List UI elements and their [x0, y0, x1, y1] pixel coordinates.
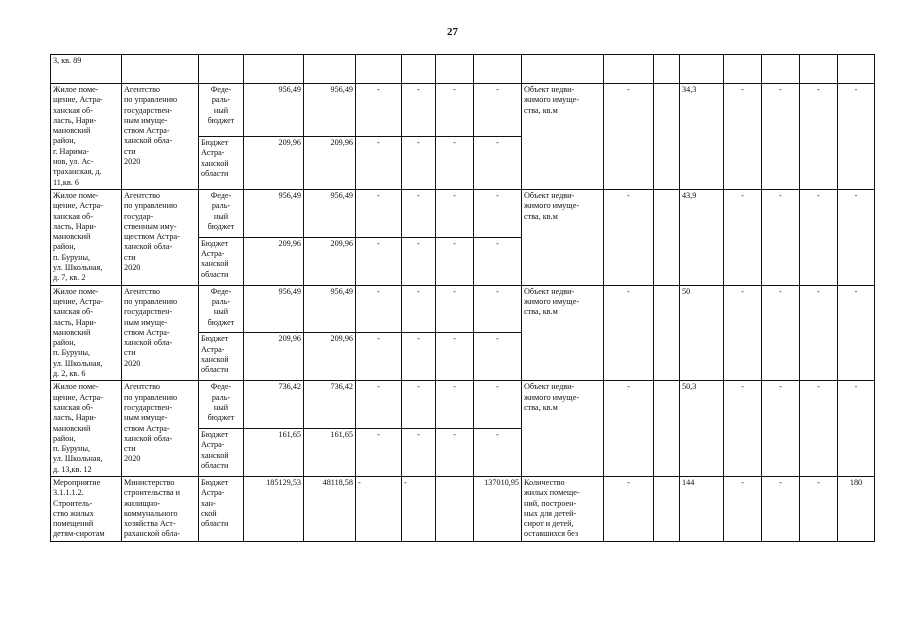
indicator-cell: Количество жилых помеще- ний, построен- ных для детей- сирот и детей, оставшихся без — [522, 476, 604, 541]
dash-cell: - — [436, 285, 474, 333]
dash-cell: - — [800, 476, 838, 541]
dash-cell: - — [800, 381, 838, 477]
table-cell — [724, 55, 762, 84]
dash-cell: - — [436, 429, 474, 477]
year-value-cell: 956,49 — [304, 189, 356, 237]
empty-cell — [654, 84, 680, 190]
table-cell — [762, 55, 800, 84]
name-cell: Мероприятие 3.1.1.1.2. Строитель- ство жилых помещений детям-сиротам — [51, 476, 122, 541]
dash-cell: - — [402, 136, 436, 189]
dash-cell: - — [474, 189, 522, 237]
total-cell: 209,96 — [244, 333, 304, 381]
table-cell — [474, 55, 522, 84]
dash-cell: - — [838, 285, 875, 381]
dash-cell: - — [800, 189, 838, 285]
dash-cell: - — [436, 237, 474, 285]
table-cell — [402, 55, 436, 84]
dash-cell: - — [436, 136, 474, 189]
dash-cell: - — [724, 189, 762, 285]
total-cell: 956,49 — [244, 84, 304, 137]
target-cell: 43,9 — [680, 189, 724, 285]
program-table — [50, 54, 875, 542]
year-value-cell: 956,49 — [304, 285, 356, 333]
page-number: 27 — [447, 26, 458, 38]
dash-cell: - — [436, 84, 474, 137]
empty-cell — [654, 285, 680, 381]
dash-cell: - — [356, 381, 402, 429]
indicator-cell: Объект недви- жимого имуще- ства, кв.м — [522, 381, 604, 477]
source-cell: Бюджет Астра- хан- ской области — [199, 476, 244, 541]
source-cell: Бюджет Астра- ханской области — [199, 136, 244, 189]
dash-cell: - — [402, 84, 436, 137]
source-cell: Феде- раль- ный бюджет — [199, 381, 244, 429]
dash-cell: - — [838, 189, 875, 285]
dash-cell: - — [762, 285, 800, 381]
dash-cell: - — [474, 333, 522, 381]
name-cell: Жилое поме- щение, Астра- ханская об- ласть, Нари- мановский район, г. Нарима- нов, ул. Ас- траханская, д. 11,кв. 6 — [51, 84, 122, 190]
dash-cell: - — [356, 429, 402, 477]
dash-cell: - — [604, 285, 654, 381]
target-cell: 50 — [680, 285, 724, 381]
table-cell — [604, 55, 654, 84]
dash-cell: - — [724, 285, 762, 381]
empty-cell — [654, 381, 680, 477]
dash-cell: - — [604, 381, 654, 477]
dash-cell: - — [356, 136, 402, 189]
target-cell: 144 — [680, 476, 724, 541]
total-cell: 209,96 — [244, 237, 304, 285]
source-cell: Феде- раль- ный бюджет — [199, 189, 244, 237]
table-cell — [356, 55, 402, 84]
dash-cell: - — [402, 381, 436, 429]
dash-cell: - — [402, 237, 436, 285]
year-value-cell: 137010,95 — [474, 476, 522, 541]
source-cell: Бюджет Астра- ханской области — [199, 429, 244, 477]
dash-cell: - — [604, 84, 654, 190]
year-value-cell: 209,96 — [304, 333, 356, 381]
dash-cell: - — [762, 84, 800, 190]
target-cell: 50,3 — [680, 381, 724, 477]
dash-cell: - — [356, 237, 402, 285]
dash-cell: - — [474, 237, 522, 285]
dash-cell: - — [356, 285, 402, 333]
table-row — [51, 55, 875, 84]
table-cell — [122, 55, 199, 84]
dash-cell: - — [800, 285, 838, 381]
dash-cell: - — [474, 84, 522, 137]
table-cell — [304, 55, 356, 84]
table-row — [51, 381, 875, 429]
dash-cell: - — [402, 285, 436, 333]
executor-cell: Министерство строительства и жилищно- коммунального хозяйства Аст- раханской обла- — [122, 476, 199, 541]
year-value-cell: 956,49 — [304, 84, 356, 137]
dash-cell: - — [762, 476, 800, 541]
target-cell: 34,3 — [680, 84, 724, 190]
source-cell: Бюджет Астра- ханской области — [199, 333, 244, 381]
dash-cell: - — [604, 476, 654, 541]
dash-cell: - — [356, 84, 402, 137]
empty-cell — [654, 189, 680, 285]
name-cell: 3, кв. 89 — [51, 55, 122, 84]
executor-cell: Агентство по управлению государствен- ным имуще- ством Астра- ханской обла- сти 2020 — [122, 285, 199, 381]
source-cell: Бюджет Астра- ханской области — [199, 237, 244, 285]
dash-cell: - — [356, 189, 402, 237]
dash-cell: - — [402, 189, 436, 237]
executor-cell: Агентство по управлению государ- ственным иму- ществом Астра- ханской обла- сти 2020 — [122, 189, 199, 285]
dash-cell: - — [436, 189, 474, 237]
dash-cell: - — [800, 84, 838, 190]
dash-cell: - — [474, 136, 522, 189]
total-cell: 161,65 — [244, 429, 304, 477]
last-value-cell: 180 — [838, 476, 875, 541]
dash-cell: - — [762, 381, 800, 477]
total-cell: 956,49 — [244, 189, 304, 237]
dash-cell: - — [356, 476, 402, 541]
indicator-cell: Объект недви- жимого имуще- ства, кв.м — [522, 189, 604, 285]
total-cell: 209,96 — [244, 136, 304, 189]
dash-cell: - — [436, 381, 474, 429]
dash-cell: - — [474, 429, 522, 477]
name-cell: Жилое поме- щение, Астра- ханская об- ласть, Нари- мановский район, п. Буруны, ул. Школьная, д. 7, кв. 2 — [51, 189, 122, 285]
source-cell: Феде- раль- ный бюджет — [199, 285, 244, 333]
dash-cell: - — [762, 189, 800, 285]
table-row — [51, 189, 875, 237]
dash-cell: - — [402, 429, 436, 477]
table-cell — [838, 55, 875, 84]
table-cell — [199, 55, 244, 84]
name-cell: Жилое поме- щение, Астра- ханская об- ласть, Нари- мановский район, п. Буруны, ул. Школьная, д. 13,кв. 12 — [51, 381, 122, 477]
year-value-cell: 48118,58 — [304, 476, 356, 541]
dash-cell: - — [724, 381, 762, 477]
total-cell: 185129,53 — [244, 476, 304, 541]
table-cell — [522, 55, 604, 84]
year-value-cell: 209,96 — [304, 237, 356, 285]
indicator-cell: Объект недви- жимого имуще- ства, кв.м — [522, 285, 604, 381]
dash-cell: - — [474, 285, 522, 333]
dash-cell: - — [838, 381, 875, 477]
empty-cell — [436, 476, 474, 541]
dash-cell: - — [402, 333, 436, 381]
dash-cell: - — [474, 381, 522, 429]
table-cell — [800, 55, 838, 84]
dash-cell: - — [604, 189, 654, 285]
dash-cell: - — [838, 84, 875, 190]
year-value-cell: 161,65 — [304, 429, 356, 477]
table-row — [51, 476, 875, 541]
total-cell: 956,49 — [244, 285, 304, 333]
dash-cell: - — [724, 476, 762, 541]
table-cell — [436, 55, 474, 84]
source-cell: Феде- раль- ный бюджет — [199, 84, 244, 137]
table-row — [51, 285, 875, 333]
table-cell — [680, 55, 724, 84]
dash-cell: - — [436, 333, 474, 381]
dash-cell: - — [402, 476, 436, 541]
table-row — [51, 84, 875, 137]
dash-cell: - — [356, 333, 402, 381]
table-cell — [244, 55, 304, 84]
executor-cell: Агентство по управлению государствен- ным имуще- ством Астра- ханской обла- сти 2020 — [122, 381, 199, 477]
year-value-cell: 209,96 — [304, 136, 356, 189]
dash-cell: - — [724, 84, 762, 190]
empty-cell — [654, 476, 680, 541]
name-cell: Жилое поме- щение, Астра- ханская об- ласть, Нари- мановский район, п. Буруны, ул. Школьная, д. 2, кв. 6 — [51, 285, 122, 381]
indicator-cell: Объект недви- жимого имуще- ства, кв.м — [522, 84, 604, 190]
total-cell: 736,42 — [244, 381, 304, 429]
executor-cell: Агентство по управлению государствен- ным имуще- ством Астра- ханской обла- сти 2020 — [122, 84, 199, 190]
year-value-cell: 736,42 — [304, 381, 356, 429]
table-cell — [654, 55, 680, 84]
